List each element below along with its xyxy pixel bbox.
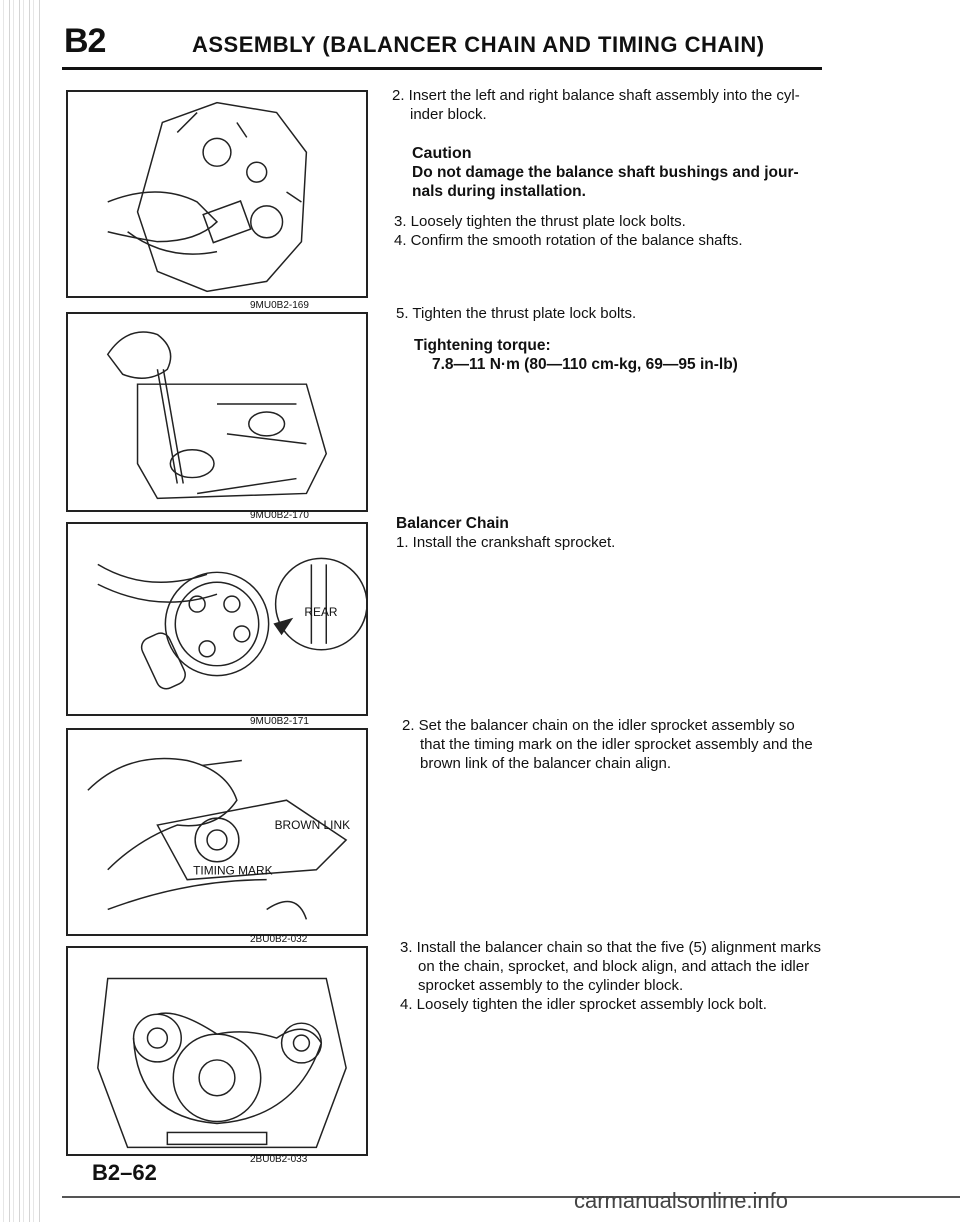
step-3: 3. Loosely tighten the thrust plate lock bolts.: [394, 213, 686, 230]
balancer-chain-illustration: [68, 948, 366, 1154]
caution-block: [412, 144, 799, 201]
balancer-step-3-line2: on the chain, sprocket, and block align, and attach the idler: [418, 958, 810, 975]
footer-rule: [62, 1196, 960, 1198]
caution-line1: Do not damage the balance shaft bushings and jour-: [412, 164, 799, 181]
figure-code: 9MU0B2-169: [250, 300, 309, 311]
figure-idler-sprocket-chain: [66, 728, 368, 936]
figure-code: 9MU0B2-170: [250, 510, 309, 521]
step-5: 5. Tighten the thrust plate lock bolts.: [396, 305, 637, 322]
balancer-step-4: 4. Loosely tighten the idler sprocket assembly lock bolt.: [400, 996, 767, 1013]
balancer-step-2-line1: 2. Set the balancer chain on the idler sprocket assembly so: [402, 717, 795, 734]
steps-3-4: [394, 212, 743, 250]
binding-edge: [0, 0, 40, 1222]
figure-code: 9MU0B2-171: [250, 716, 309, 727]
idler-sprocket-illustration: [68, 730, 366, 934]
rear-label: REAR: [304, 605, 338, 620]
balance-shaft-illustration: [68, 92, 366, 296]
figure-crankshaft-sprocket: [66, 522, 368, 716]
caution-title: Caution: [412, 145, 472, 162]
caution-line2: nals during installation.: [412, 183, 586, 200]
crankshaft-sprocket-illustration: [68, 524, 366, 714]
balancer-steps-3-4: [400, 938, 821, 1014]
torque-value: 7.8—11 N·m (80—110 cm-kg, 69—95 in-lb): [432, 356, 738, 373]
figure-balancer-chain-install: [66, 946, 368, 1156]
section-code: B2: [64, 22, 106, 60]
balancer-step-3-line3: sprocket assembly to the cylinder block.: [418, 977, 684, 994]
section-heading: Balancer Chain: [396, 515, 509, 532]
balancer-step-3-line1: 3. Install the balancer chain so that the five (5) alignment marks: [400, 939, 822, 956]
page-title: ASSEMBLY (BALANCER CHAIN AND TIMING CHAIN): [192, 32, 765, 57]
step-4: 4. Confirm the smooth rotation of the balance shafts.: [394, 232, 743, 249]
page-number: B2–62: [92, 1160, 157, 1185]
figure-balance-shaft-insert: [66, 90, 368, 298]
torque-title: Tightening torque:: [414, 337, 551, 354]
balancer-step-1: 1. Install the crankshaft sprocket.: [396, 534, 616, 551]
balancer-step-2: [402, 716, 813, 773]
figure-code: 2BU0B2-033: [250, 1154, 308, 1165]
torque-spec: [414, 336, 738, 374]
balancer-step-2-line3: brown link of the balancer chain align.: [420, 755, 671, 772]
step-2-line2: inder block.: [410, 106, 487, 123]
step-2-insert: [392, 86, 800, 124]
balancer-step-2-line2: that the timing mark on the idler sprocket assembly and the: [420, 736, 813, 753]
balancer-chain-section: [396, 514, 615, 552]
watermark: carmanualsonline.info: [574, 1188, 789, 1213]
figure-thrust-plate-bolts: [66, 312, 368, 512]
step-2-line1: 2. Insert the left and right balance shaft assembly into the cyl-: [392, 87, 800, 104]
thrust-plate-illustration: [68, 314, 366, 510]
timing-mark-label: TIMING MARK: [193, 863, 273, 878]
brown-link-label: BROWN LINK: [274, 818, 351, 833]
figure-code: 2BU0B2-032: [250, 934, 308, 945]
header-rule: [62, 67, 822, 70]
